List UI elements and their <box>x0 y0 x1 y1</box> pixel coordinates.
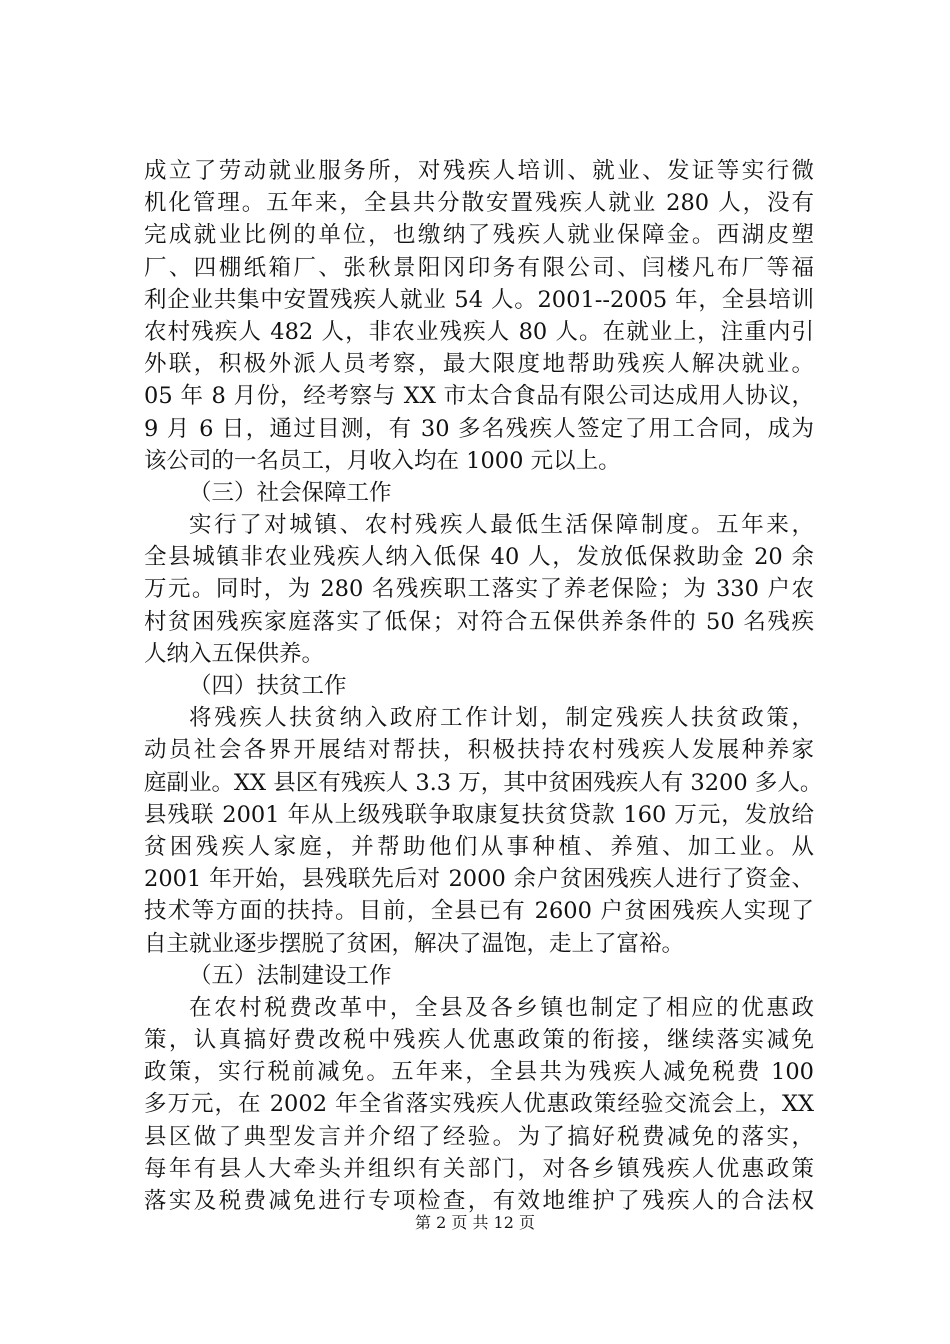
text-line: 厂、四棚纸箱厂、张秋景阳冈印务有限公司、闫楼凡布厂等福 <box>144 254 814 281</box>
text-line: 落实及税费减免进行专项检查，有效地维护了残疾人的合法权 <box>144 1188 814 1214</box>
text-line: 全县城镇非农业残疾人纳入低保 40 人，发放低保救助金 20 余 <box>144 544 814 571</box>
text-line: 庭副业。XX 县区有残疾人 3.3 万，其中贫困残疾人有 3200 多人。 <box>144 769 823 796</box>
text-line: 村贫困残疾家庭落实了低保；对符合五保供养条件的 50 名残疾 <box>144 608 814 635</box>
text-line: 外联，积极外派人员考察，最大限度地帮助残疾人解决就业。 <box>144 351 814 378</box>
text-line: 农村残疾人 482 人，非农业残疾人 80 人。在就业上，注重内引 <box>144 318 814 345</box>
section-heading: （三）社会保障工作 <box>189 479 392 506</box>
page-footer: 第 2 页 共 12 页 <box>415 1213 535 1232</box>
text-line: 政策，实行税前减免。五年来，全县共为残疾人减免税费 100 <box>144 1059 814 1086</box>
text-line: 2001 年开始，县残联先后对 2000 余户贫困残疾人进行了资金、 <box>144 866 814 893</box>
text-line: 贫困残疾人家庭，并帮助他们从事种植、养殖、加工业。从 <box>144 833 814 860</box>
text-line: 利企业共集中安置残疾人就业 54 人。2001--2005 年，全县培训 <box>144 286 814 313</box>
text-line: 完成就业比例的单位，也缴纳了残疾人就业保障金。西湖皮塑 <box>144 222 814 249</box>
text-line: 9 月 6 日，通过目测，有 30 多名残疾人签定了用工合同，成为 <box>144 415 814 442</box>
text-line: 自主就业逐步摆脱了贫困，解决了温饱，走上了富裕。 <box>144 930 685 957</box>
document-body <box>144 155 823 1217</box>
text-line: 县区做了典型发言并介绍了经验。为了搞好税费减免的落实， <box>144 1123 814 1150</box>
text-line: 每年有县人大牵头并组织有关部门，对各乡镇残疾人优惠政策 <box>144 1155 814 1182</box>
text-line: 动员社会各界开展结对帮扶，积极扶持农村残疾人发展种养家 <box>144 737 814 764</box>
text-line: 县残联 2001 年从上级残联争取康复扶贫贷款 160 万元，发放给 <box>144 801 814 828</box>
text-line: 多万元，在 2002 年全省落实残疾人优惠政策经验交流会上，XX <box>144 1091 814 1118</box>
text-line: 万元。同时，为 280 名残疾职工落实了养老保险；为 330 户农 <box>144 576 814 603</box>
text-line: 策，认真搞好费改税中残疾人优惠政策的衔接，继续落实减免 <box>144 1027 814 1054</box>
text-line: 技术等方面的扶持。目前，全县已有 2600 户贫困残疾人实现了 <box>144 898 814 925</box>
text-line: 人纳入五保供养。 <box>144 640 325 667</box>
section-heading: （五）法制建设工作 <box>189 962 392 989</box>
text-line: 机化管理。五年来，全县共分散安置残疾人就业 280 人，没有 <box>144 190 814 217</box>
text-line: 该公司的一名员工，月收入均在 1000 元以上。 <box>144 447 621 474</box>
section-heading: （四）扶贫工作 <box>189 673 347 699</box>
text-line: 在农村税费改革中，全县及各乡镇也制定了相应的优惠政 <box>189 994 814 1021</box>
text-line: 05 年 8 月份，经考察与 XX 市太合食品有限公司达成用人协议， <box>144 383 814 410</box>
text-line: 成立了劳动就业服务所，对残疾人培训、就业、发证等实行微 <box>144 158 814 184</box>
text-line: 将残疾人扶贫纳入政府工作计划，制定残疾人扶贫政策， <box>189 705 814 732</box>
text-line: 实行了对城镇、农村残疾人最低生活保障制度。五年来， <box>189 512 814 539</box>
